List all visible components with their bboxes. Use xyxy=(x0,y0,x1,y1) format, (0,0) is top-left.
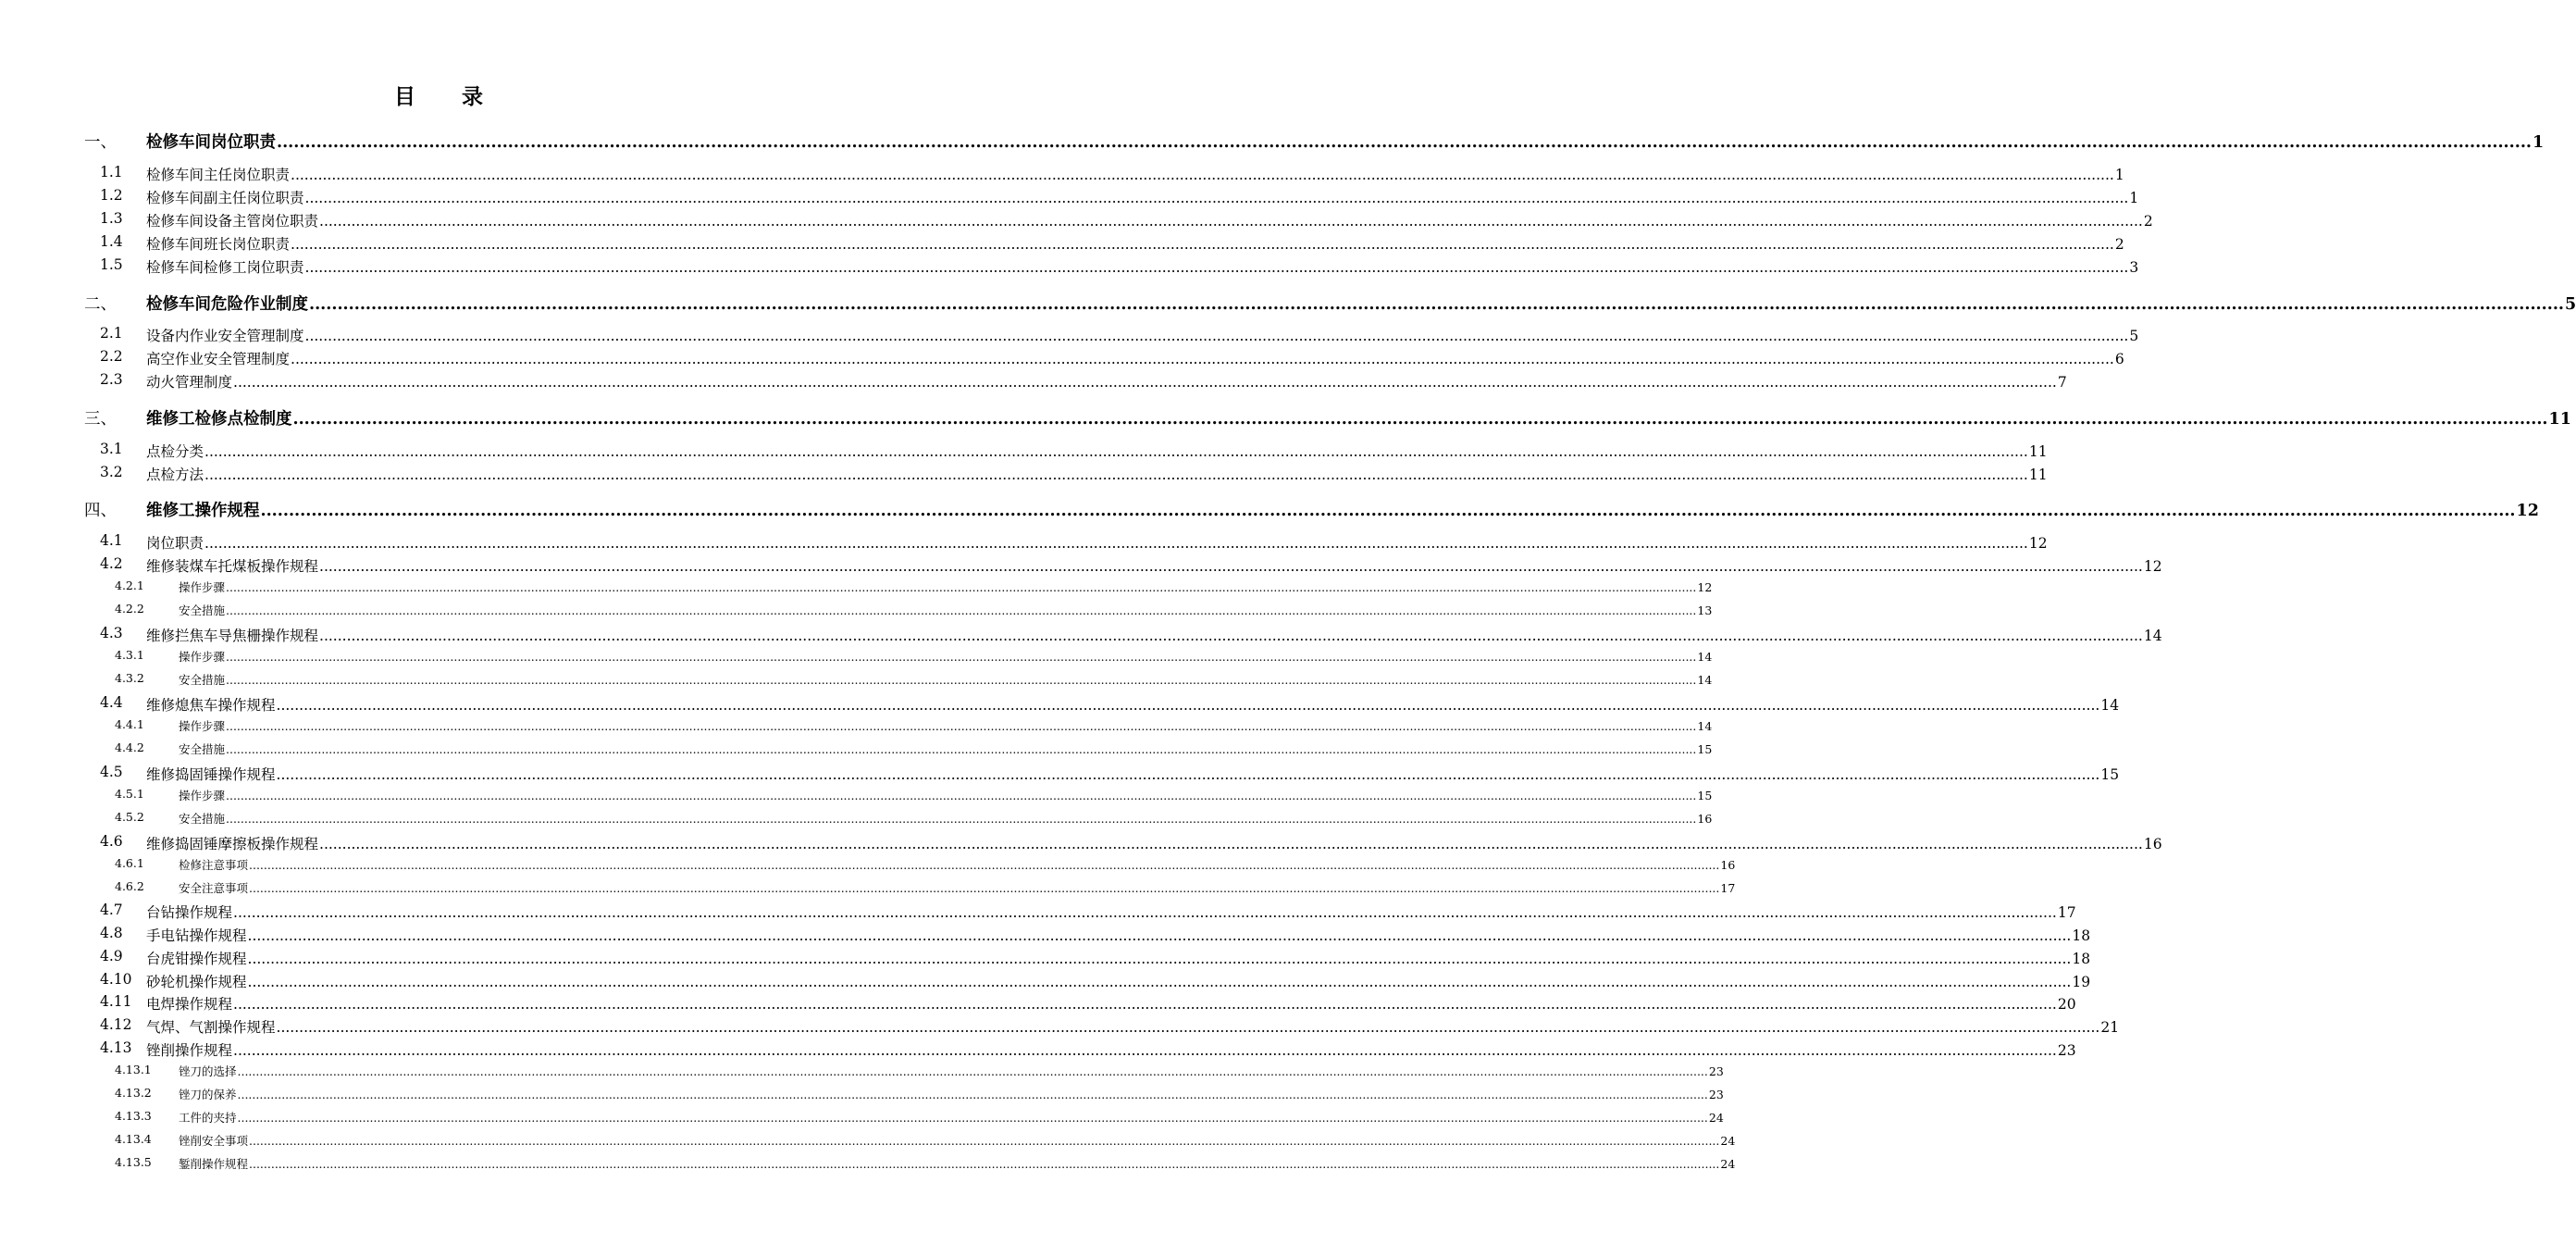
toc-entry-title: 台虎钳操作规程 xyxy=(146,951,247,967)
toc-entry-title: 操作步骤 xyxy=(179,580,226,594)
toc-dot-leader: ................................................................................................................................................................................................................................................................................................................................................................................................................ xyxy=(226,603,1697,617)
toc-entry-level2[interactable] xyxy=(100,348,2124,368)
toc-entry-number: 4.5.1 xyxy=(115,787,144,801)
toc-entry-title: 维修捣固锤操作规程 xyxy=(146,766,276,783)
toc-entry-level2[interactable] xyxy=(100,256,2139,277)
toc-entry-title: 安全措施 xyxy=(179,603,226,617)
toc-entry-page: 23 xyxy=(1708,1088,1724,1101)
toc-entry-title: 维修装煤车托煤板操作规程 xyxy=(146,558,319,575)
toc-entry-level3[interactable] xyxy=(115,602,1713,618)
toc-entry-title: 气焊、气割操作规程 xyxy=(146,1019,276,1036)
toc-dot-leader: ................................................................................................................................................................................................................................................................................................................................................................................................................ xyxy=(319,836,2143,852)
toc-entry-page: 3 xyxy=(2129,259,2139,276)
toc-entry-page: 13 xyxy=(1697,603,1713,617)
toc-entry-number: 4.13.3 xyxy=(115,1109,152,1123)
toc-entry-page: 17 xyxy=(1720,881,1736,895)
toc-entry-level2[interactable] xyxy=(100,233,2124,254)
toc-entry-title: 手电钻操作规程 xyxy=(146,927,247,944)
toc-entry-page: 14 xyxy=(1697,650,1713,664)
toc-dot-leader: ................................................................................................................................................................................................................................................................................................................................................................................................................ xyxy=(276,1019,2100,1036)
toc-entry-number: 4.1 xyxy=(100,532,123,549)
toc-dot-leader: ................................................................................................................................................................................................................................................................................................................................................................................................................ xyxy=(249,881,1720,895)
toc-entry-number: 二、 xyxy=(84,295,117,314)
toc-entry-number: 1.4 xyxy=(100,233,123,250)
toc-dot-leader: ................................................................................................................................................................................................................................................................................................................................................................................................................ xyxy=(292,410,2548,429)
toc-entry-level2[interactable] xyxy=(100,441,2048,461)
toc-entry-number: 1.1 xyxy=(100,164,123,180)
toc-entry-level3[interactable] xyxy=(115,740,1713,757)
toc-entry-page: 21 xyxy=(2100,1019,2120,1036)
toc-entry-level3[interactable] xyxy=(115,1063,1724,1079)
toc-entry-level2[interactable] xyxy=(100,164,2124,184)
toc-entry-page: 14 xyxy=(1697,719,1713,733)
toc-dot-leader: ................................................................................................................................................................................................................................................................................................................................................................................................................ xyxy=(291,167,2114,183)
toc-entry-number: 4.2 xyxy=(100,555,123,572)
toc-entry-level3[interactable] xyxy=(115,648,1713,665)
toc-dot-leader: ................................................................................................................................................................................................................................................................................................................................................................................................................ xyxy=(226,812,1697,826)
toc-entry-level3[interactable] xyxy=(115,810,1713,827)
toc-entry-number: 4.13.5 xyxy=(115,1155,152,1169)
toc-entry-page: 7 xyxy=(2057,374,2067,391)
toc-entry-page: 18 xyxy=(2072,951,2091,967)
toc-entry-number: 4.5.2 xyxy=(115,810,144,824)
toc-entry-level1[interactable] xyxy=(84,498,2539,521)
toc-dot-leader: ................................................................................................................................................................................................................................................................................................................................................................................................................ xyxy=(291,236,2114,253)
toc-entry-title: 台钻操作规程 xyxy=(146,904,233,921)
toc-entry-number: 4.12 xyxy=(100,1016,132,1033)
toc-dot-leader: ................................................................................................................................................................................................................................................................................................................................................................................................................ xyxy=(309,295,2565,314)
toc-dot-leader: ................................................................................................................................................................................................................................................................................................................................................................................................................ xyxy=(277,133,2533,152)
toc-entry-number: 4.13 xyxy=(100,1039,132,1056)
toc-entry-level3[interactable] xyxy=(115,1086,1724,1102)
toc-entry-level2[interactable] xyxy=(100,694,2120,715)
toc-dot-leader: ................................................................................................................................................................................................................................................................................................................................................................................................................ xyxy=(304,190,2129,206)
toc-entry-title: 安全注意事项 xyxy=(179,881,249,895)
toc-entry-number: 4.4.2 xyxy=(115,740,144,754)
toc-entry-level2[interactable] xyxy=(100,187,2139,207)
toc-entry-title: 维修捣固锤摩擦板操作规程 xyxy=(146,836,319,852)
toc-entry-page: 24 xyxy=(1720,1134,1736,1148)
toc-entry-page: 1 xyxy=(2114,167,2124,183)
toc-entry-number: 4.10 xyxy=(100,971,132,988)
toc-entry-level2[interactable] xyxy=(100,764,2120,784)
toc-dot-leader: ................................................................................................................................................................................................................................................................................................................................................................................................................ xyxy=(319,213,2143,230)
toc-entry-number: 1.2 xyxy=(100,187,123,204)
toc-entry-level2[interactable] xyxy=(100,325,2139,345)
toc-entry-number: 4.3 xyxy=(100,625,123,641)
toc-entry-title: 维修拦焦车导焦栅操作规程 xyxy=(146,628,319,644)
toc-entry-level3[interactable] xyxy=(115,856,1736,873)
toc-entry-title: 设备内作业安全管理制度 xyxy=(146,328,304,344)
toc-dot-leader: ................................................................................................................................................................................................................................................................................................................................................................................................................ xyxy=(237,1088,1708,1101)
toc-entry-level2[interactable] xyxy=(100,371,2067,392)
toc-entry-level2[interactable] xyxy=(100,555,2162,576)
toc-entry-level3[interactable] xyxy=(115,787,1713,803)
toc-dot-leader: ................................................................................................................................................................................................................................................................................................................................................................................................................ xyxy=(233,1042,2057,1059)
toc-entry-page: 12 xyxy=(2028,535,2048,552)
toc-entry-page: 17 xyxy=(2057,904,2076,921)
toc-dot-leader: ................................................................................................................................................................................................................................................................................................................................................................................................................ xyxy=(226,650,1697,664)
toc-entry-page: 24 xyxy=(1720,1157,1736,1171)
toc-entry-title: 錾削操作规程 xyxy=(179,1157,249,1171)
toc-entry-title: 电焊操作规程 xyxy=(146,996,233,1013)
toc-dot-leader: ................................................................................................................................................................................................................................................................................................................................................................................................................ xyxy=(204,466,2028,483)
toc-dot-leader: ................................................................................................................................................................................................................................................................................................................................................................................................................ xyxy=(319,558,2143,575)
toc-dot-leader: ................................................................................................................................................................................................................................................................................................................................................................................................................ xyxy=(260,502,2516,520)
toc-entry-number: 4.7 xyxy=(100,902,123,918)
toc-entry-title: 安全措施 xyxy=(179,742,226,756)
toc-entry-level2[interactable] xyxy=(100,902,2076,922)
toc-entry-number: 3.2 xyxy=(100,464,123,480)
toc-entry-title: 安全措施 xyxy=(179,812,226,826)
toc-entry-page: 12 xyxy=(2516,502,2539,520)
toc-entry-page: 1 xyxy=(2533,133,2545,152)
toc-dot-leader: ................................................................................................................................................................................................................................................................................................................................................................................................................ xyxy=(319,628,2143,644)
toc-entry-number: 1.3 xyxy=(100,210,123,227)
toc-entry-number: 2.1 xyxy=(100,325,123,342)
toc-entry-level2[interactable] xyxy=(100,210,2153,230)
toc-entry-title: 检修注意事项 xyxy=(179,858,249,872)
toc-dot-leader: ................................................................................................................................................................................................................................................................................................................................................................................................................ xyxy=(247,927,2072,944)
toc-entry-title: 检修车间班长岗位职责 xyxy=(146,236,291,253)
toc-entry-page: 1 xyxy=(2129,190,2139,206)
toc-entry-level3[interactable] xyxy=(115,1109,1724,1126)
toc-entry-title: 检修车间副主任岗位职责 xyxy=(146,190,304,206)
toc-entry-level2[interactable] xyxy=(100,948,2091,968)
toc-entry-number: 4.9 xyxy=(100,948,123,964)
toc-entry-number: 4.4.1 xyxy=(115,717,144,731)
toc-entry-title: 点检方法 xyxy=(146,466,204,483)
toc-entry-number: 4.8 xyxy=(100,925,123,941)
toc-entry-number: 4.3.2 xyxy=(115,671,144,685)
toc-entry-number: 4.11 xyxy=(100,993,132,1010)
toc-entry-page: 24 xyxy=(1708,1111,1724,1125)
toc-entry-title: 安全措施 xyxy=(179,673,226,687)
toc-dot-leader: ................................................................................................................................................................................................................................................................................................................................................................................................................ xyxy=(247,951,2072,967)
toc-entry-title: 高空作业安全管理制度 xyxy=(146,351,291,367)
toc-dot-leader: ................................................................................................................................................................................................................................................................................................................................................................................................................ xyxy=(233,904,2057,921)
toc-entry-level2[interactable] xyxy=(100,925,2091,945)
toc-entry-number: 三、 xyxy=(84,410,117,429)
toc-dot-leader: ................................................................................................................................................................................................................................................................................................................................................................................................................ xyxy=(249,858,1720,872)
toc-dot-leader: ................................................................................................................................................................................................................................................................................................................................................................................................................ xyxy=(237,1064,1708,1078)
toc-entry-title: 维修工操作规程 xyxy=(146,502,260,520)
toc-entry-number: 4.13.4 xyxy=(115,1132,152,1146)
toc-entry-page: 5 xyxy=(2565,295,2576,314)
toc-entry-level3[interactable] xyxy=(115,578,1713,595)
toc-entry-page: 14 xyxy=(2143,628,2162,644)
toc-dot-leader: ................................................................................................................................................................................................................................................................................................................................................................................................................ xyxy=(226,742,1697,756)
toc-dot-leader: ................................................................................................................................................................................................................................................................................................................................................................................................................ xyxy=(276,697,2100,714)
toc-entry-title: 操作步骤 xyxy=(179,719,226,733)
toc-entry-level3[interactable] xyxy=(115,879,1736,896)
toc-entry-title: 操作步骤 xyxy=(179,650,226,664)
toc-entry-page: 11 xyxy=(2548,410,2571,429)
toc-entry-number: 4.5 xyxy=(100,764,123,780)
toc-dot-leader: ................................................................................................................................................................................................................................................................................................................................................................................................................ xyxy=(226,719,1697,733)
toc-dot-leader: ................................................................................................................................................................................................................................................................................................................................................................................................................ xyxy=(226,673,1697,687)
toc-entry-title: 检修车间危险作业制度 xyxy=(146,295,308,314)
toc-entry-title: 锉削操作规程 xyxy=(146,1042,233,1059)
toc-entry-number: 4.4 xyxy=(100,694,123,711)
toc-entry-level3[interactable] xyxy=(115,671,1713,688)
toc-entry-page: 6 xyxy=(2114,351,2124,367)
toc-entry-title: 维修熄焦车操作规程 xyxy=(146,697,276,714)
toc-dot-leader: ................................................................................................................................................................................................................................................................................................................................................................................................................ xyxy=(304,328,2129,344)
toc-entry-title: 工件的夹持 xyxy=(179,1111,237,1125)
toc-dot-leader: ................................................................................................................................................................................................................................................................................................................................................................................................................ xyxy=(249,1157,1720,1171)
toc-entry-title: 点检分类 xyxy=(146,443,204,460)
toc-dot-leader: ................................................................................................................................................................................................................................................................................................................................................................................................................ xyxy=(276,766,2100,783)
toc-entry-page: 16 xyxy=(1720,858,1736,872)
toc-dot-leader: ................................................................................................................................................................................................................................................................................................................................................................................................................ xyxy=(226,789,1697,802)
toc-entry-level2[interactable] xyxy=(100,532,2048,553)
toc-entry-page: 14 xyxy=(1697,673,1713,687)
toc-entry-page: 12 xyxy=(2143,558,2162,575)
toc-entry-title: 砂轮机操作规程 xyxy=(146,974,247,990)
toc-entry-title: 检修车间岗位职责 xyxy=(146,133,276,152)
toc-entry-title: 锉削安全事项 xyxy=(179,1134,249,1148)
toc-entry-title: 锉刀的选择 xyxy=(179,1064,237,1078)
toc-entry-page: 23 xyxy=(1708,1064,1724,1078)
toc-entry-number: 4.6 xyxy=(100,833,123,850)
toc-entry-level2[interactable] xyxy=(100,1016,2120,1037)
toc-entry-page: 16 xyxy=(2143,836,2162,852)
toc-entry-page: 16 xyxy=(1697,812,1713,826)
toc-entry-page: 23 xyxy=(2057,1042,2076,1059)
toc-entry-number: 四、 xyxy=(84,502,117,520)
toc-entry-number: 4.13.2 xyxy=(115,1086,152,1100)
toc-entry-title: 锉刀的保养 xyxy=(179,1088,237,1101)
toc-entry-level3[interactable] xyxy=(115,1155,1736,1172)
toc-entry-page: 15 xyxy=(2100,766,2120,783)
toc-entry-number: 一、 xyxy=(84,133,117,152)
toc-entry-level2[interactable] xyxy=(100,625,2162,645)
toc-entry-page: 5 xyxy=(2129,328,2139,344)
toc-entry-page: 11 xyxy=(2028,443,2048,460)
toc-entry-title: 岗位职责 xyxy=(146,535,204,552)
toc-entry-title: 检修车间设备主管岗位职责 xyxy=(146,213,319,230)
toc-entry-number: 4.2.1 xyxy=(115,578,144,592)
toc-entry-page: 2 xyxy=(2114,236,2124,253)
toc-entry-page: 14 xyxy=(2100,697,2120,714)
toc-entry-page: 12 xyxy=(1697,580,1713,594)
toc-entry-number: 2.3 xyxy=(100,371,123,388)
toc-entry-level2[interactable] xyxy=(100,1039,2076,1060)
toc-entry-page: 2 xyxy=(2143,213,2153,230)
toc-entry-page: 15 xyxy=(1697,789,1713,802)
toc-dot-leader: ................................................................................................................................................................................................................................................................................................................................................................................................................ xyxy=(233,996,2057,1013)
toc-entry-page: 15 xyxy=(1697,742,1713,756)
toc-dot-leader: ................................................................................................................................................................................................................................................................................................................................................................................................................ xyxy=(304,259,2129,276)
title-char-1: 目 xyxy=(394,84,417,109)
toc-entry-level2[interactable] xyxy=(100,971,2091,991)
toc-entry-number: 4.13.1 xyxy=(115,1063,152,1076)
toc-dot-leader: ................................................................................................................................................................................................................................................................................................................................................................................................................ xyxy=(226,580,1697,594)
toc-entry-number: 4.6.1 xyxy=(115,856,144,870)
toc-dot-leader: ................................................................................................................................................................................................................................................................................................................................................................................................................ xyxy=(291,351,2114,367)
toc-entry-title: 操作步骤 xyxy=(179,789,226,802)
toc-entry-level2[interactable] xyxy=(100,464,2048,484)
toc-dot-leader: ................................................................................................................................................................................................................................................................................................................................................................................................................ xyxy=(237,1111,1708,1125)
toc-entry-level1[interactable] xyxy=(84,406,2571,429)
toc-entry-number: 1.5 xyxy=(100,256,123,273)
toc-entry-number: 4.2.2 xyxy=(115,602,144,616)
title-char-2: 录 xyxy=(462,84,485,109)
toc-entry-title: 检修车间主任岗位职责 xyxy=(146,167,291,183)
toc-dot-leader: ................................................................................................................................................................................................................................................................................................................................................................................................................ xyxy=(247,974,2072,990)
toc-dot-leader: ................................................................................................................................................................................................................................................................................................................................................................................................................ xyxy=(249,1134,1720,1148)
toc-entry-level3[interactable] xyxy=(115,717,1713,734)
toc-entry-level3[interactable] xyxy=(115,1132,1736,1149)
toc-entry-title: 动火管理制度 xyxy=(146,374,233,391)
toc-entry-number: 3.1 xyxy=(100,441,123,457)
page-title xyxy=(0,80,879,110)
toc-entry-number: 4.3.1 xyxy=(115,648,144,662)
toc-entry-level1[interactable] xyxy=(84,292,2576,315)
toc-dot-leader: ................................................................................................................................................................................................................................................................................................................................................................................................................ xyxy=(233,374,2057,391)
toc-entry-number: 2.2 xyxy=(100,348,123,365)
toc-entry-page: 20 xyxy=(2057,996,2076,1013)
toc-entry-page: 19 xyxy=(2072,974,2091,990)
toc-dot-leader: ................................................................................................................................................................................................................................................................................................................................................................................................................ xyxy=(204,443,2028,460)
toc-entry-level1[interactable] xyxy=(84,130,2545,153)
toc-entry-page: 18 xyxy=(2072,927,2091,944)
toc-entry-title: 检修车间检修工岗位职责 xyxy=(146,259,304,276)
toc-dot-leader: ................................................................................................................................................................................................................................................................................................................................................................................................................ xyxy=(204,535,2028,552)
toc-entry-page: 11 xyxy=(2028,466,2048,483)
toc-entry-number: 4.6.2 xyxy=(115,879,144,893)
toc-entry-level2[interactable] xyxy=(100,993,2076,1014)
toc-entry-level2[interactable] xyxy=(100,833,2162,853)
toc-entry-title: 维修工检修点检制度 xyxy=(146,410,292,429)
